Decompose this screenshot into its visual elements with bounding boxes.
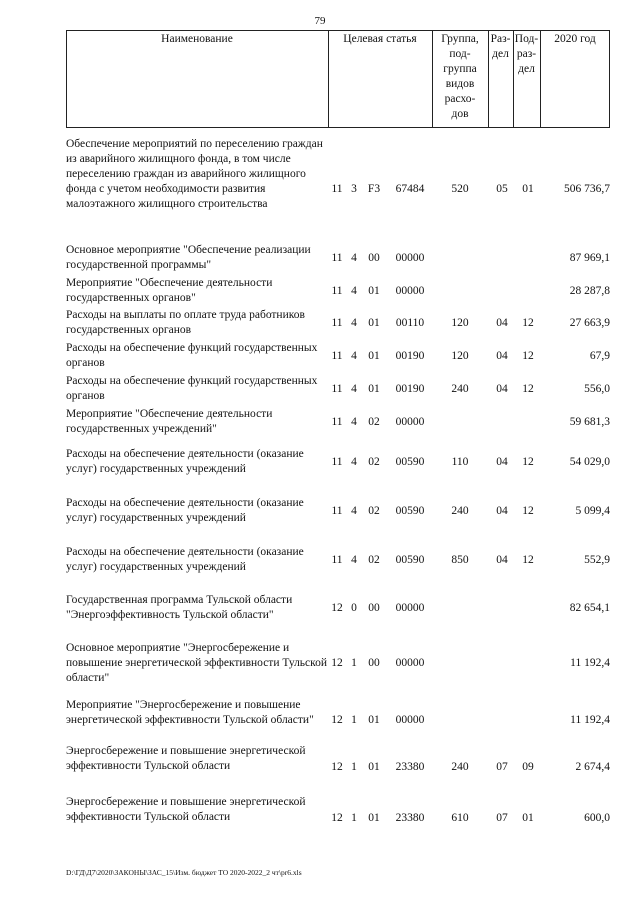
row-ts-event: 01 [368, 812, 380, 824]
header-group-line: дов [451, 108, 469, 120]
row-ts-program: 12 [331, 761, 343, 773]
row-ts-direction: 23380 [395, 812, 425, 824]
header-group [432, 32, 488, 122]
header-group-line: Группа, [441, 33, 479, 45]
row-section: 04 [496, 505, 508, 517]
row-group: 610 [451, 812, 469, 824]
row-ts-direction: 00190 [395, 383, 425, 395]
row-ts-direction: 00000 [395, 714, 425, 726]
row-section: 04 [496, 554, 508, 566]
row-section: 04 [496, 383, 508, 395]
row-group: 120 [451, 317, 469, 329]
row-subsection: 12 [522, 317, 534, 329]
row-ts-direction: 00110 [395, 317, 425, 329]
row-name: Расходы на обеспечение функций государственных органов [66, 375, 318, 402]
row-group: 850 [451, 554, 469, 566]
row-ts-direction: 00000 [395, 657, 425, 669]
row-ts-subprogram: 4 [351, 383, 357, 395]
row-group: 520 [451, 183, 469, 195]
header-section-line: Раз- [490, 33, 511, 45]
row-ts-program: 11 [331, 317, 343, 329]
row-section: 07 [496, 761, 508, 773]
row-subsection: 12 [522, 350, 534, 362]
row-ts-direction: 00590 [395, 505, 425, 517]
row-name: Обеспечение мероприятий по переселению граждан из аварийного жилищного фонда, в том числе переселению граждан из аварийного жилищного фонда с учетом необходимости развития малоэтажного жилищного строительства [66, 138, 323, 210]
row-ts-event: 01 [368, 383, 380, 395]
row-section: 04 [496, 317, 508, 329]
row-ts-event: 01 [368, 761, 380, 773]
row-ts-subprogram: 1 [351, 812, 357, 824]
row-name: Расходы на обеспечение деятельности (оказание услуг) государственных учреждений [66, 546, 304, 573]
header-subsection [513, 32, 540, 77]
row-sum: 2 674,4 [575, 761, 610, 773]
row-sum: 87 969,1 [569, 252, 610, 264]
row-ts-direction: 00590 [395, 554, 425, 566]
row-ts-subprogram: 4 [351, 285, 357, 297]
row-ts-subprogram: 4 [351, 416, 357, 428]
row-group: 240 [451, 505, 469, 517]
row-ts-program: 11 [331, 183, 343, 195]
row-ts-event: 02 [368, 554, 380, 566]
row-section: 07 [496, 812, 508, 824]
row-sum: 82 654,1 [569, 602, 610, 614]
row-sum: 11 192,4 [570, 657, 610, 669]
row-sum: 5 099,4 [575, 505, 610, 517]
row-ts-subprogram: 1 [351, 714, 357, 726]
row-group: 110 [451, 456, 469, 468]
row-ts-event: 01 [368, 714, 380, 726]
row-ts-subprogram: 4 [351, 317, 357, 329]
row-ts-program: 12 [331, 602, 343, 614]
row-sum: 600,0 [584, 812, 610, 824]
row-sum: 67,9 [589, 350, 610, 362]
header-subsection-line: Под- [514, 33, 539, 45]
row-sum: 556,0 [584, 383, 610, 395]
row-ts-subprogram: 0 [351, 602, 357, 614]
row-ts-direction: 00190 [395, 350, 425, 362]
row-ts-direction: 00000 [395, 602, 425, 614]
row-section: 04 [496, 456, 508, 468]
row-name: Энергосбережение и повышение энергетической эффективности Тульской области [66, 796, 306, 823]
row-ts-program: 11 [331, 383, 343, 395]
row-sum: 552,9 [584, 554, 610, 566]
row-ts-direction: 00000 [395, 416, 425, 428]
row-subsection: 12 [522, 505, 534, 517]
file-path-footer: D:\ГД\Д7\2020\ЗАКОНЫ\ЗАС_15\Изм. бюджет ТО 2020-2022_2 чт\pr6.xls [66, 868, 302, 877]
row-group: 240 [451, 761, 469, 773]
row-ts-subprogram: 4 [351, 505, 357, 517]
header-group-line: расхо- [444, 93, 476, 105]
row-ts-subprogram: 4 [351, 350, 357, 362]
row-ts-program: 11 [331, 252, 343, 264]
row-sum: 11 192,4 [570, 714, 610, 726]
row-section: 04 [496, 350, 508, 362]
row-ts-program: 11 [331, 456, 343, 468]
header-section-line: дел [492, 48, 509, 60]
row-name: Мероприятие "Обеспечение деятельности государственных органов" [66, 277, 273, 304]
page-number: 79 [314, 15, 326, 27]
row-name: Расходы на обеспечение деятельности (оказание услуг) государственных учреждений [66, 448, 304, 475]
header-year: 2020 год [554, 33, 596, 45]
row-name: Основное мероприятие "Энергосбережение и повышение энергетической эффективности Тульской области" [66, 642, 328, 684]
row-ts-event: 00 [368, 602, 380, 614]
row-ts-event: 01 [368, 317, 380, 329]
row-ts-event: F3 [367, 183, 381, 195]
header-group-line: группа [443, 63, 477, 75]
row-sum: 59 681,3 [569, 416, 610, 428]
row-ts-subprogram: 4 [351, 456, 357, 468]
row-ts-direction: 00000 [395, 252, 425, 264]
row-ts-program: 12 [331, 812, 343, 824]
row-ts-program: 11 [331, 554, 343, 566]
row-sum: 27 663,9 [569, 317, 610, 329]
row-ts-program: 12 [331, 714, 343, 726]
row-section: 05 [496, 183, 508, 195]
row-name: Мероприятие "Энергосбережение и повышение энергетической эффективности Тульской области" [66, 699, 314, 726]
row-ts-event: 02 [368, 456, 380, 468]
header-subsection-line: раз- [516, 48, 537, 60]
row-ts-program: 11 [331, 416, 343, 428]
row-subsection: 12 [522, 554, 534, 566]
row-name: Мероприятие "Обеспечение деятельности государственных учреждений" [66, 408, 273, 435]
row-ts-direction: 00590 [395, 456, 425, 468]
row-subsection: 12 [522, 456, 534, 468]
row-ts-subprogram: 4 [351, 252, 357, 264]
header-group-line: под- [449, 48, 471, 60]
row-name: Государственная программа Тульской области "Энергоэффективность Тульской области" [66, 594, 293, 621]
row-ts-program: 11 [331, 285, 343, 297]
row-ts-subprogram: 1 [351, 761, 357, 773]
row-ts-subprogram: 3 [351, 183, 357, 195]
header-section [488, 32, 513, 62]
row-ts-program: 12 [331, 657, 343, 669]
row-sum: 54 029,0 [569, 456, 610, 468]
row-name: Расходы на выплаты по оплате труда работников государственных органов [66, 309, 305, 336]
header-name: Наименование [161, 33, 233, 45]
row-name: Основное мероприятие "Обеспечение реализации государственной программы" [66, 244, 311, 271]
row-ts-subprogram: 1 [351, 657, 357, 669]
row-ts-program: 11 [331, 505, 343, 517]
row-ts-program: 11 [331, 350, 343, 362]
row-group: 240 [451, 383, 469, 395]
row-ts-event: 02 [368, 416, 380, 428]
row-name: Энергосбережение и повышение энергетической эффективности Тульской области [66, 745, 306, 772]
row-ts-direction: 00000 [395, 285, 425, 297]
row-ts-subprogram: 4 [351, 554, 357, 566]
row-subsection: 01 [522, 812, 534, 824]
row-ts-event: 01 [368, 350, 380, 362]
row-name: Расходы на обеспечение деятельности (оказание услуг) государственных учреждений [66, 497, 304, 524]
header-group-line: видов [445, 78, 475, 90]
row-sum: 506 736,7 [564, 183, 610, 195]
header-subsection-line: дел [518, 63, 535, 75]
row-ts-direction: 23380 [395, 761, 425, 773]
row-sum: 28 287,8 [569, 285, 610, 297]
header-target: Целевая статья [343, 33, 417, 45]
row-ts-event: 02 [368, 505, 380, 517]
row-ts-event: 00 [368, 252, 380, 264]
row-name: Расходы на обеспечение функций государственных органов [66, 342, 318, 369]
row-ts-direction: 67484 [395, 183, 425, 195]
row-subsection: 01 [522, 183, 534, 195]
row-ts-event: 01 [368, 285, 380, 297]
row-subsection: 12 [522, 383, 534, 395]
row-subsection: 09 [522, 761, 534, 773]
row-ts-event: 00 [368, 657, 380, 669]
row-group: 120 [451, 350, 469, 362]
